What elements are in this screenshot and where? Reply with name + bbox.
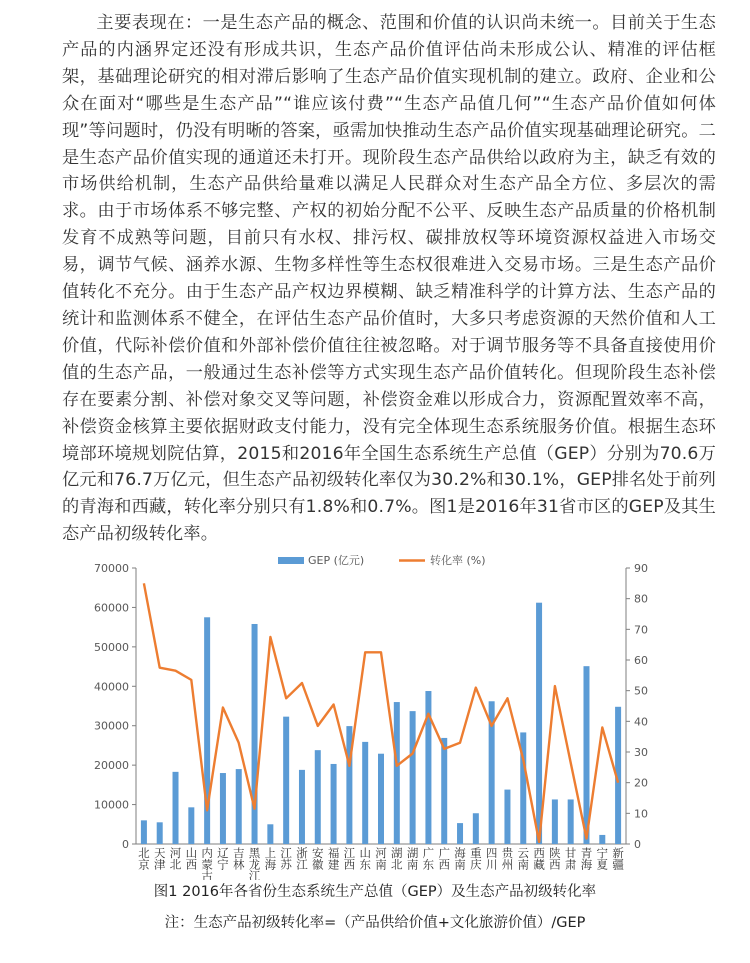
- category-label: 北京: [138, 846, 150, 872]
- category-label: 四川: [485, 846, 498, 872]
- right-tick-label: 60: [634, 654, 648, 667]
- left-tick-label: 60000: [94, 601, 129, 615]
- category-label: 广西: [438, 846, 450, 872]
- gep-bar: [173, 772, 179, 844]
- gep-bar: [220, 773, 226, 844]
- left-tick-label: 20000: [94, 759, 129, 773]
- right-tick-label: 20: [634, 776, 648, 790]
- category-label: 山东: [359, 846, 371, 872]
- category-label: 湖南: [406, 846, 419, 872]
- category-label: 云南: [517, 846, 530, 872]
- gep-bar: [568, 799, 574, 844]
- gep-bar: [394, 702, 400, 844]
- gep-bar: [410, 711, 416, 844]
- gep-bar: [536, 603, 542, 844]
- category-label: 西藏: [533, 846, 545, 872]
- legend-line-label: 转化率 (%): [430, 554, 486, 567]
- right-tick-label: 90: [634, 562, 648, 575]
- right-tick-label: 70: [634, 623, 648, 637]
- category-label: 广东: [422, 846, 435, 872]
- gep-bar: [252, 624, 258, 844]
- category-label: 江西: [343, 846, 356, 872]
- right-tick-label: 10: [634, 807, 648, 821]
- gep-bar: [599, 835, 605, 844]
- figure-note: 注：生态产品初级转化率=（产品供给价值+文化旅游价值）/GEP: [164, 915, 586, 931]
- category-label: 河北: [169, 846, 182, 872]
- gep-bar: [378, 754, 384, 844]
- category-label: 福建: [327, 846, 340, 872]
- right-tick-label: 0: [634, 838, 641, 851]
- left-tick-label: 30000: [94, 719, 129, 733]
- gep-bar: [283, 717, 289, 844]
- right-tick-label: 40: [634, 715, 648, 729]
- gep-bar: [299, 770, 305, 844]
- category-label: 甘肃: [564, 846, 577, 872]
- left-tick-label: 40000: [94, 680, 129, 694]
- category-label: 山西: [185, 846, 198, 872]
- category-label: 河南: [375, 846, 387, 872]
- category-label: 贵州: [501, 846, 514, 872]
- gep-bar: [473, 813, 479, 844]
- figure-caption: 图1 2016年各省份生态系统生产总值（GEP）及生态产品初级转化率: [153, 884, 597, 900]
- legend-bar-swatch: [278, 557, 304, 564]
- left-tick-label: 0: [122, 838, 129, 851]
- gep-conversion-chart: [0, 550, 750, 880]
- gep-bar: [362, 742, 368, 844]
- gep-bar: [441, 738, 447, 844]
- category-label: 天津: [153, 846, 166, 872]
- category-label: 安徽: [312, 846, 324, 872]
- gep-bar: [315, 750, 321, 844]
- category-label: 湖北: [391, 846, 403, 872]
- right-tick-label: 80: [634, 592, 648, 606]
- category-label: 重庆: [470, 846, 482, 872]
- category-label: 吉林: [232, 846, 245, 872]
- legend-bar-label: GEP (亿元): [308, 554, 365, 567]
- gep-bar: [457, 823, 463, 844]
- category-label: 海南: [454, 846, 466, 872]
- gep-bar: [504, 790, 510, 844]
- gep-bar: [267, 824, 273, 844]
- gep-bar: [331, 764, 337, 844]
- left-tick-label: 50000: [94, 640, 129, 654]
- gep-bar: [141, 820, 147, 844]
- figure-1: [0, 550, 750, 963]
- category-label: 浙江: [296, 846, 308, 872]
- left-tick-label: 70000: [94, 562, 129, 575]
- gep-bar: [552, 799, 558, 844]
- category-label: 内蒙古: [201, 846, 213, 880]
- gep-bar: [236, 769, 242, 844]
- article-body: [62, 10, 716, 548]
- article-paragraph: 主要表现在：一是生态产品的概念、范围和价值的认识尚未统一。目前关于生态产品的内涵界定还没有形成共识，生态产品价值评估尚未形成公认、精准的评估框架，基础理论研究的相对滞后影响了生态产品价值实现机制的建立。政府、企业和公众在面对“哪些是生态产品”“谁应该付费”“生态产品值几何”“生态产品价值如何体现”等问题时，仍没有明晰的答案，亟需加快推动生态产品价值实现基础理论研究。二是生态产品价值实现的通道还未打开。现阶段生态产品供给以政府为主，缺乏有效的市场供给机制，生态产品供给量难以满足人民群众对生态产品全方位、多层次的需求。由于市场体系不够完整、产权的初始分配不公平、反映生态产品质量的价格机制发育不成熟等问题，目前只有水权、排污权、碳排放权等环境资源权益进入市场交易，调节气候、涵养水源、生物多样性等生态权很难进入交易市场。三是生态产品价值转化不充分。由于生态产品产权边界模糊、缺乏精准科学的计算方法、生态产品的统计和监测体系不健全，在评估生态产品价值时，大多只考虑资源的天然价值和人工价值，代际补偿价值和外部补偿价值往往被忽略。对于调节服务等不具备直接使用价值的生态产品，一般通过生态补偿等方式实现生态产品价值转化。但现阶段生态补偿存在要素分割、补偿对象交叉等问题，补偿资金难以形成合力，资源配置效率不高，补偿资金核算主要依据财政支付能力，没有完全体现生态系统服务价值。根据生态环境部环境规划院估算，2015和2016年全国生态系统生产总值（GEP）分别为70.6万亿元和76.7万亿元，但生态产品初级转化率仅为30.2%和30.1%，GEP排名处于前列的青海和西藏，转化率分别只有1.8%和0.7%。图1是2016年31省市区的GEP及其生态产品初级转化率。: [62, 13, 716, 545]
- right-tick-label: 50: [634, 684, 648, 698]
- gep-bar: [188, 807, 194, 844]
- left-tick-label: 10000: [94, 798, 129, 812]
- right-tick-label: 30: [634, 746, 648, 759]
- category-label: 宁夏: [596, 846, 609, 872]
- category-label: 黑龙江: [248, 846, 261, 880]
- category-label: 陕西: [549, 846, 561, 872]
- category-label: 新疆: [612, 846, 624, 872]
- category-label: 辽宁: [217, 846, 229, 872]
- gep-bar: [157, 822, 163, 844]
- category-label: 江苏: [280, 846, 292, 872]
- category-label: 青海: [580, 846, 593, 872]
- category-label: 上海: [264, 846, 277, 872]
